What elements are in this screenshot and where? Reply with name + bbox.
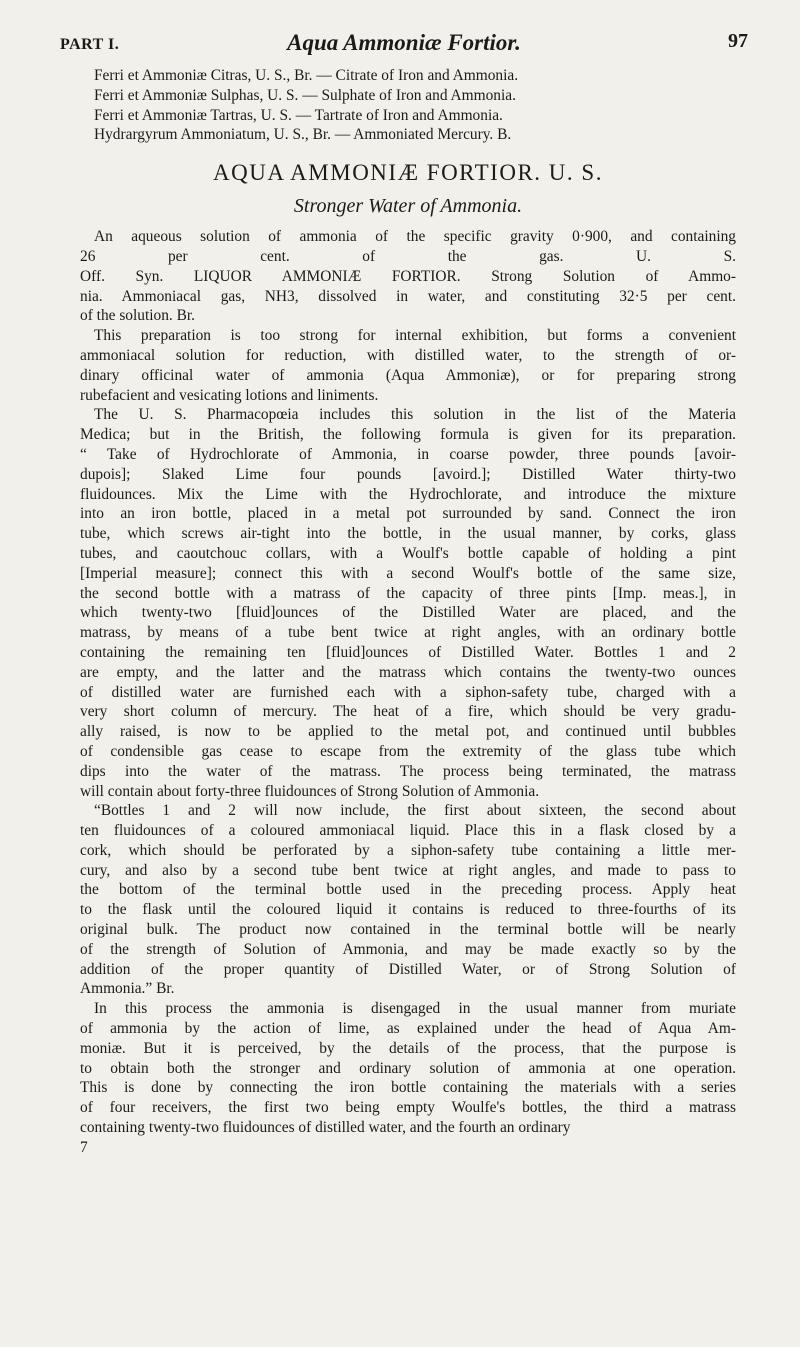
- text-line: of distilled water are furnished each with a siphon-safety tube, charged with a: [80, 683, 736, 701]
- text-line: 26 per cent. of the gas. U. S.: [80, 247, 736, 265]
- page-number: 97: [728, 30, 748, 52]
- text-line: Off. Syn. LIQUOR AMMONIÆ FORTIOR. Strong Solution of Ammo-: [80, 267, 736, 285]
- intro-line: Hydrargyrum Ammoniatum, U. S., Br. — Ammoniated Mercury. B.: [94, 126, 512, 144]
- text-line: to obtain both the stronger and ordinary solution of ammonia at one operation.: [80, 1059, 736, 1077]
- paragraph: [80, 227, 736, 326]
- text-line: ten fluidounces of a coloured ammoniacal liquid. Place this in a flask closed by a: [80, 822, 736, 840]
- intro-line: Ferri et Ammoniæ Tartras, U. S. — Tartrate of Iron and Ammonia.: [94, 106, 503, 124]
- running-header: [60, 24, 748, 64]
- text-line: ammoniacal solution for reduction, with distilled water, to the strength of or-: [80, 346, 736, 364]
- text-line: Ammonia.” Br.: [80, 980, 175, 998]
- text-line: of condensible gas cease to escape from the extremity of the glass tube which: [80, 742, 736, 760]
- text-line: of the strength of Solution of Ammonia, and may be made exactly so by the: [80, 940, 736, 958]
- text-line: “ Take of Hydrochlorate of Ammonia, in coarse powder, three pounds [avoir-: [80, 445, 736, 463]
- text-line: containing twenty-two fluidounces of distilled water, and the fourth an ordinary: [80, 1119, 571, 1137]
- text-line: tubes, and caoutchouc collars, with a Woulf's bottle capable of holding a pint: [80, 544, 736, 562]
- text-line: original bulk. The product now contained in the terminal bottle will be nearly: [80, 921, 736, 939]
- text-line: which twenty-two [fluid]ounces of the Distilled Water are placed, and the: [80, 604, 736, 622]
- text-line: cury, and also by a second tube bent twice at right angles, and made to pass to: [80, 861, 736, 879]
- text-line: An aqueous solution of ammonia of the specific gravity 0·900, and containing: [94, 228, 736, 246]
- signature-mark: 7: [80, 1138, 88, 1156]
- text-line: into an iron bottle, placed in a metal pot surrounded by sand. Connect the iron: [80, 505, 736, 523]
- paragraph: [80, 405, 736, 801]
- intro-list: [80, 66, 736, 145]
- text-line: dips into the water of the matrass. The process being terminated, the matrass: [80, 762, 736, 780]
- paragraph: [80, 999, 736, 1138]
- text-line: In this process the ammonia is disengaged in the usual manner from muriate: [94, 1000, 736, 1018]
- paragraphs: [80, 227, 736, 1138]
- running-title: Aqua Ammoniæ Fortior.: [287, 30, 521, 55]
- text-line: Medica; but in the British, the following formula is given for its preparation.: [80, 426, 736, 444]
- text-line: The U. S. Pharmacopœia includes this solution in the list of the Materia: [94, 406, 736, 424]
- text-line: to the flask until the coloured liquid it contains is reduced to three-fourths of its: [80, 901, 736, 919]
- text-line: nia. Ammoniacal gas, NH3, dissolved in water, and constituting 32·5 per cent.: [80, 287, 736, 305]
- text-line: are empty, and the latter and the matrass which contains the twenty-two ounces: [80, 663, 736, 681]
- text-line: “Bottles 1 and 2 will now include, the first about sixteen, the second about: [94, 802, 736, 820]
- page-body: [80, 66, 736, 1158]
- text-line: dinary officinal water of ammonia (Aqua Ammoniæ), or for preparing strong: [80, 366, 736, 384]
- text-line: moniæ. But it is perceived, by the details of the process, that the purpose is: [80, 1039, 736, 1057]
- intro-line: Ferri et Ammoniæ Sulphas, U. S. — Sulphate of Iron and Ammonia.: [94, 86, 516, 104]
- text-line: [Imperial measure]; connect this with a second Woulf's bottle of the same size,: [80, 564, 736, 582]
- section-subtitle: Stronger Water of Ammonia.: [293, 195, 523, 218]
- intro-line: Ferri et Ammoniæ Citras, U. S., Br. — Citrate of Iron and Ammonia.: [94, 67, 519, 84]
- paragraph: [80, 801, 736, 999]
- book-page: [60, 24, 748, 64]
- text-line: of four receivers, the first two being empty Woulfe's bottles, the third a matrass: [80, 1099, 736, 1117]
- text-line: the bottom of the terminal bottle used in the preceding process. Apply heat: [80, 881, 736, 899]
- text-line: addition of the proper quantity of Distilled Water, or of Strong Solution of: [80, 960, 736, 978]
- text-line: This is done by connecting the iron bottle containing the materials with a series: [80, 1079, 736, 1097]
- section-title: AQUA AMMONIÆ FORTIOR. U. S.: [213, 160, 603, 186]
- text-line: ally raised, is now to be applied to the metal pot, and continued until bubbles: [80, 723, 736, 741]
- text-line: tube, which screws air-tight into the bottle, in the usual manner, by corks, glass: [80, 525, 736, 543]
- text-line: dupois]; Slaked Lime four pounds [avoird.]; Distilled Water thirty-two: [80, 465, 736, 483]
- text-line: of the solution. Br.: [80, 307, 196, 325]
- text-line: cork, which should be perforated by a siphon-safety tube containing a little mer-: [80, 841, 736, 859]
- text-line: fluidounces. Mix the Lime with the Hydrochlorate, and introduce the mixture: [80, 485, 736, 503]
- text-line: This preparation is too strong for internal exhibition, but forms a convenient: [94, 327, 736, 345]
- text-line: the second bottle with a matrass of the capacity of three pints [Imp. meas.], in: [80, 584, 736, 602]
- part-label: PART I.: [60, 36, 120, 53]
- text-line: containing the remaining ten [fluid]ounces of Distilled Water. Bottles 1 and 2: [80, 643, 736, 661]
- paragraph: [80, 326, 736, 405]
- text-line: matrass, by means of a tube bent twice at right angles, with an ordinary bottle: [80, 624, 736, 642]
- text-line: rubefacient and vesicating lotions and liniments.: [80, 386, 379, 404]
- text-line: will contain about forty-three fluidounces of Strong Solution of Ammonia.: [80, 782, 540, 800]
- text-line: of ammonia by the action of lime, as explained under the head of Aqua Am-: [80, 1020, 736, 1038]
- text-line: very short column of mercury. The heat of a fire, which should be very gradu-: [80, 703, 736, 721]
